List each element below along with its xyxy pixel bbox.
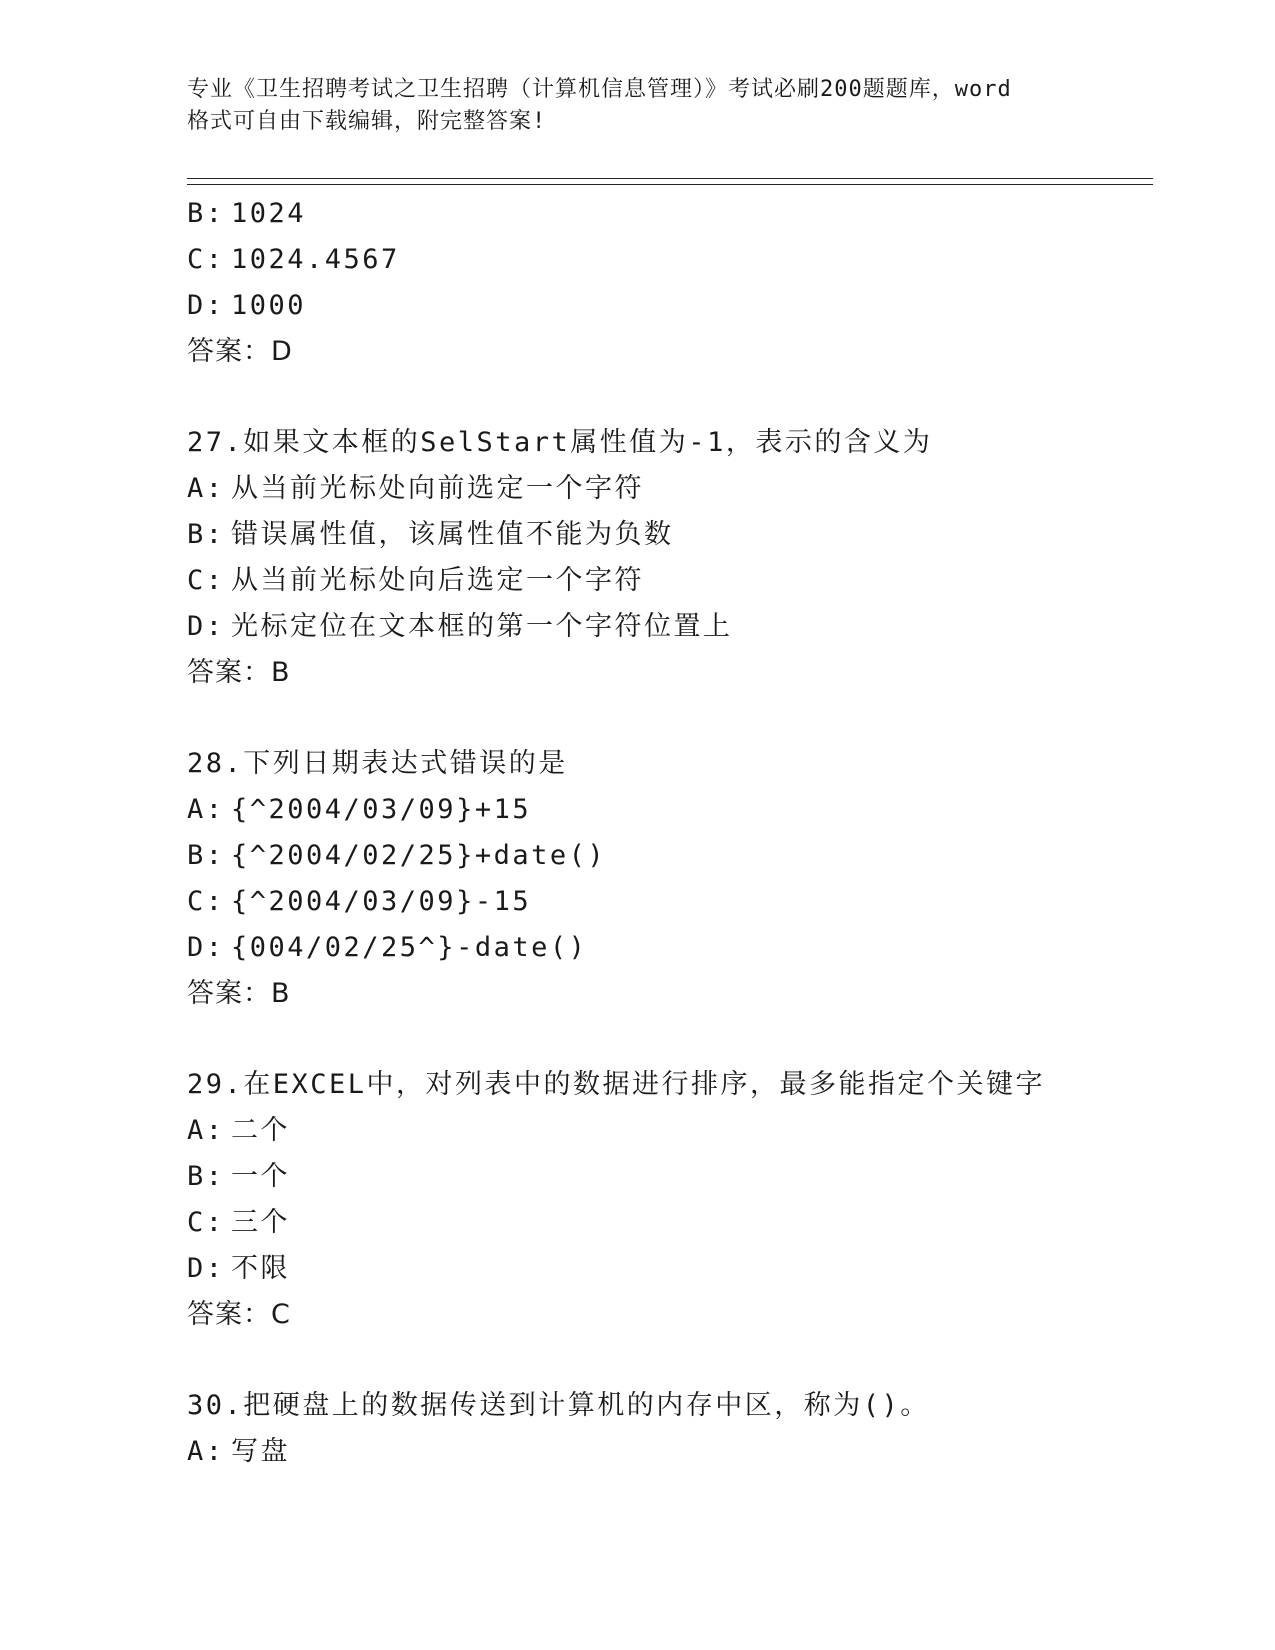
answer: 答案：C bbox=[187, 1299, 291, 1330]
spacer bbox=[187, 375, 1147, 420]
option-d: D: {004/02/25^}-date() bbox=[187, 932, 588, 963]
question-text: 30.把硬盘上的数据传送到计算机的内存中区，称为()。 bbox=[187, 1390, 930, 1421]
header-divider-bottom bbox=[187, 184, 1153, 185]
option-d: D: 1000 bbox=[187, 290, 307, 321]
option-a: A: 二个 bbox=[187, 1115, 290, 1146]
option-c: C: {^2004/03/09}-15 bbox=[187, 886, 532, 917]
option-text: {^2004/03/09}-15 bbox=[231, 886, 532, 917]
option-a: A: 写盘 bbox=[187, 1436, 290, 1467]
answer: 答案：B bbox=[187, 978, 291, 1009]
answer: 答案：D bbox=[187, 336, 293, 367]
option-text: {^2004/03/09}+15 bbox=[231, 794, 532, 825]
option-d: D: 光标定位在文本框的第一个字符位置上 bbox=[187, 611, 733, 642]
spacer bbox=[187, 696, 1147, 741]
header-divider-top bbox=[187, 178, 1153, 179]
spacer bbox=[187, 1338, 1147, 1383]
question-28 bbox=[187, 741, 1147, 1017]
header-title-line-1: 专业《卫生招聘考试之卫生招聘（计算机信息管理）》考试必刷200题题库，word bbox=[187, 77, 1012, 102]
question-text: 29.在EXCEL中，对列表中的数据进行排序，最多能指定个关键字 bbox=[187, 1069, 1046, 1100]
option-text: 不限 bbox=[231, 1253, 290, 1284]
option-d: D: 不限 bbox=[187, 1253, 290, 1284]
question-list bbox=[187, 191, 1147, 1475]
option-text: 1024.4567 bbox=[231, 244, 400, 275]
option-text: 1024 bbox=[231, 198, 307, 229]
option-text: 从当前光标处向后选定一个字符 bbox=[231, 565, 644, 596]
answer: 答案：B bbox=[187, 657, 291, 688]
option-a: A: {^2004/03/09}+15 bbox=[187, 794, 532, 825]
option-c: C: 从当前光标处向后选定一个字符 bbox=[187, 565, 644, 596]
option-a: A: 从当前光标处向前选定一个字符 bbox=[187, 473, 644, 504]
header-title-line-2: 格式可自由下载编辑，附完整答案! bbox=[187, 109, 547, 134]
option-text: 错误属性值，该属性值不能为负数 bbox=[231, 519, 674, 550]
spacer bbox=[187, 1017, 1147, 1062]
question-30 bbox=[187, 1383, 1147, 1475]
option-b: B: 1024 bbox=[187, 198, 307, 229]
option-text: {004/02/25^}-date() bbox=[231, 932, 588, 963]
option-b: B: 错误属性值，该属性值不能为负数 bbox=[187, 519, 674, 550]
option-text: 一个 bbox=[231, 1161, 290, 1192]
option-text: 二个 bbox=[231, 1115, 290, 1146]
option-text: 三个 bbox=[231, 1207, 290, 1238]
option-c: C: 1024.4567 bbox=[187, 244, 400, 275]
document-header bbox=[187, 74, 1087, 138]
option-b: B: {^2004/02/25}+date() bbox=[187, 840, 607, 871]
question-26 bbox=[187, 191, 1147, 375]
option-text: 1000 bbox=[231, 290, 307, 321]
option-text: 光标定位在文本框的第一个字符位置上 bbox=[231, 611, 733, 642]
question-text: 28.下列日期表达式错误的是 bbox=[187, 748, 568, 779]
option-text: {^2004/02/25}+date() bbox=[231, 840, 607, 871]
option-c: C: 三个 bbox=[187, 1207, 290, 1238]
question-29 bbox=[187, 1062, 1147, 1338]
question-text: 27.如果文本框的SelStart属性值为-1，表示的含义为 bbox=[187, 427, 933, 458]
question-27 bbox=[187, 420, 1147, 696]
option-text: 从当前光标处向前选定一个字符 bbox=[231, 473, 644, 504]
option-b: B: 一个 bbox=[187, 1161, 290, 1192]
option-text: 写盘 bbox=[231, 1436, 290, 1467]
